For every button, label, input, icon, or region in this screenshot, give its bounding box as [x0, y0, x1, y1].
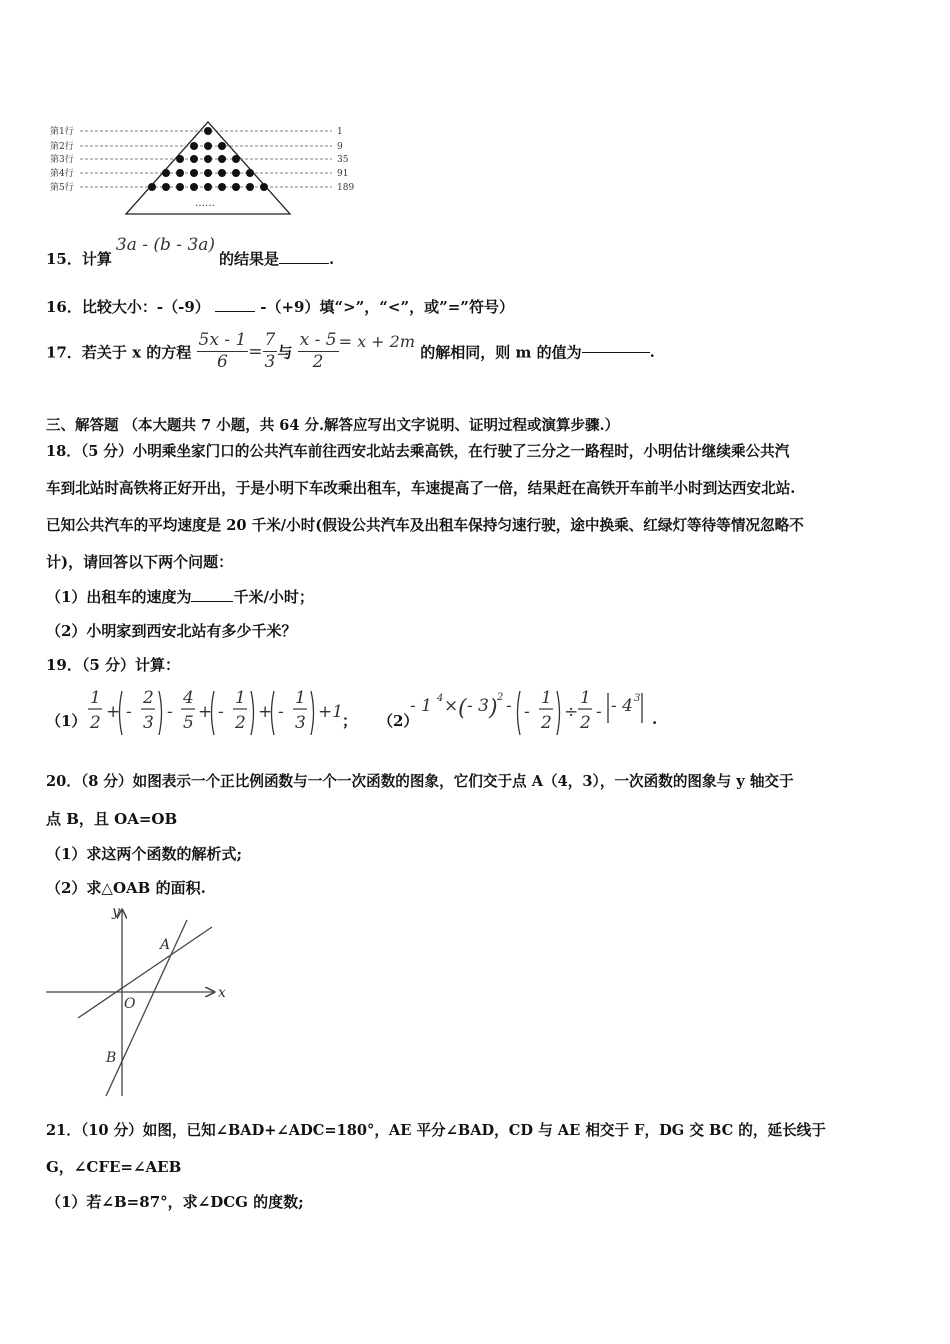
svg-text:÷: ÷	[564, 702, 579, 722]
q19-expression-2	[410, 685, 660, 741]
svg-text:3: 3	[634, 693, 641, 704]
point-a-label: A	[160, 937, 171, 953]
q17-f3-denominator: 2	[312, 352, 324, 373]
question-17	[46, 330, 655, 374]
linear-function-line	[106, 920, 187, 1096]
svg-text:1: 1	[541, 688, 552, 708]
q18-sub-2: （2）小明家到西安北站有多少千米？	[46, 622, 297, 640]
point-b-label: B	[106, 1050, 117, 1066]
dot-triangle-figure	[40, 118, 370, 218]
q15-answer-blank[interactable]	[279, 262, 329, 264]
dots-ellipsis: ……	[195, 198, 215, 209]
section-3-heading: 三、解答题 （本大题共 7 小题，共 64 分.解答应写出文字说明、证明过程或演算步骤.）	[46, 417, 620, 434]
q19-expression-2-end: .	[652, 710, 658, 728]
q20-function-graph	[42, 902, 232, 1098]
svg-text:2: 2	[580, 713, 591, 733]
q17-f3-numerator: x - 5	[298, 330, 339, 352]
y-axis-label: y	[112, 904, 120, 920]
svg-text:- 1: - 1	[410, 696, 432, 716]
origin-label: O	[124, 996, 136, 1012]
svg-text:-: -	[278, 702, 284, 722]
q17-equals: =	[248, 341, 263, 362]
svg-text:+: +	[258, 702, 273, 722]
q20-line-2: 点 B，且 OA=OB	[46, 810, 178, 828]
svg-text:+: +	[198, 702, 213, 722]
question-15	[46, 235, 335, 269]
svg-text:-: -	[167, 702, 173, 722]
q18-sub1-prefix: （1）出租车的速度为	[46, 588, 192, 606]
q15-end: .	[329, 250, 335, 268]
svg-text:2: 2	[143, 688, 154, 708]
svg-text:): )	[489, 696, 498, 721]
q21-line-1: 21．（10 分）如图，已知∠BAD+∠ADC=180°，AE 平分∠BAD，CD 与 AE 相交于 F，DG 交 BC 的，延长线于	[46, 1122, 826, 1139]
proportional-function-line	[78, 927, 212, 1018]
q17-end: .	[649, 342, 655, 361]
svg-text:4: 4	[437, 693, 444, 704]
svg-text:2: 2	[235, 713, 246, 733]
svg-text:1: 1	[235, 688, 246, 708]
q16-text: 16．比较大小：-（-9）	[46, 298, 210, 316]
row-count-3: 35	[337, 155, 349, 165]
row-label-1: 第1行	[50, 127, 74, 137]
q17-suffix: 的解相同，则 m 的值为	[420, 343, 582, 362]
q17-f2-numerator: 7	[263, 330, 278, 352]
row-count-2: 9	[337, 142, 343, 152]
row-count-1: 1	[337, 127, 343, 137]
q21-sub-1: （1）若∠B=87°，求∠DCG 的度数;	[46, 1193, 304, 1211]
row-label-3: 第3行	[50, 155, 74, 165]
q18-line-3: 已知公共汽车的平均速度是 20 千米/小时(假设公共汽车及出租车保持匀速行驶，途中换乘、红绿灯等待等情况忽略不	[46, 517, 804, 534]
q15-suffix: 的结果是	[219, 250, 280, 268]
row-count-5: 189	[337, 183, 355, 193]
q20-sub-2: （2）求△OAB 的面积.	[46, 879, 206, 897]
row-labels	[50, 125, 74, 193]
row-counts	[337, 127, 354, 193]
q18-sub1-suffix: 千米/小时；	[233, 588, 314, 606]
q18-line-1: 18．（5 分）小明乘坐家门口的公共汽车前往西安北站去乘高铁，在行驶了三分之一路程时，小明估计继续乘公共汽	[46, 443, 790, 460]
q17-f1-numerator: 5x - 1	[197, 330, 249, 352]
question-16	[46, 296, 514, 317]
q19-title: 19．（5 分）计算：	[46, 656, 181, 674]
svg-text:2: 2	[497, 692, 504, 703]
q15-prefix: 15．计算	[46, 250, 112, 268]
q18-line-2: 车到北站时高铁将正好开出，于是小明下车改乘出租车，车速提高了一倍，结果赶在高铁开车前半小时到达西安北站.	[46, 480, 796, 497]
q16-mid: -（+9）填“>”，“<”，或”=”符号）	[260, 298, 514, 316]
q17-f2-denominator: 3	[264, 352, 276, 373]
svg-text:5: 5	[183, 713, 194, 733]
q18-line-4: 计)，请回答以下两个问题：	[46, 553, 234, 571]
svg-text:3: 3	[295, 713, 306, 733]
row-count-4: 91	[337, 169, 349, 179]
svg-text:-: -	[126, 702, 132, 722]
q19-expression-1-end: ；	[342, 712, 358, 730]
q17-with: 与	[277, 343, 293, 362]
svg-text:-: -	[524, 702, 530, 722]
row-label-4: 第4行	[50, 169, 74, 179]
q15-expression: 3a - (b - 3a)	[115, 235, 216, 255]
q17-fraction-2	[263, 330, 278, 374]
svg-text:-: -	[218, 702, 224, 722]
q17-fraction-3	[298, 330, 339, 374]
q17-fraction-1	[197, 330, 249, 374]
q19-expression-1	[86, 685, 361, 741]
svg-text:(: (	[458, 696, 467, 721]
svg-text:2: 2	[541, 713, 552, 733]
q17-rhs: = x + 2m	[338, 332, 416, 352]
q19-expression-1-label: （1）	[46, 712, 87, 730]
svg-text:1: 1	[580, 688, 591, 708]
q18-answer-blank[interactable]	[191, 600, 233, 602]
q20-sub-1: （1）求这两个函数的解析式;	[46, 845, 242, 863]
x-axis-label: x	[218, 985, 226, 1001]
svg-text:+1: +1	[318, 702, 344, 722]
svg-text:- 3: - 3	[467, 696, 489, 716]
svg-text:- 4: - 4	[611, 696, 633, 716]
svg-text:-: -	[506, 696, 512, 716]
q17-answer-blank[interactable]	[582, 351, 650, 353]
q17-prefix: 17．若关于 x 的方程	[46, 343, 192, 362]
q21-line-2: G，∠CFE=∠AEB	[46, 1158, 182, 1176]
svg-text:3: 3	[143, 713, 154, 733]
row-label-2: 第2行	[50, 142, 74, 152]
q16-answer-blank[interactable]	[215, 310, 255, 312]
svg-text:×: ×	[444, 696, 459, 716]
row-label-5: 第5行	[50, 183, 74, 193]
q18-sub-1	[46, 586, 314, 607]
svg-text:2: 2	[90, 713, 101, 733]
q19-expression-2-label: （2）	[378, 712, 419, 730]
svg-text:1: 1	[90, 688, 101, 708]
svg-text:4: 4	[183, 688, 194, 708]
svg-text:-: -	[596, 702, 602, 722]
q17-f1-denominator: 6	[216, 352, 228, 373]
q20-line-1: 20．（8 分）如图表示一个正比例函数与一个一次函数的图象，它们交于点 A（4，3），一次函数的图象与 y 轴交于	[46, 773, 794, 790]
svg-text:+: +	[106, 702, 121, 722]
svg-text:1: 1	[295, 688, 306, 708]
